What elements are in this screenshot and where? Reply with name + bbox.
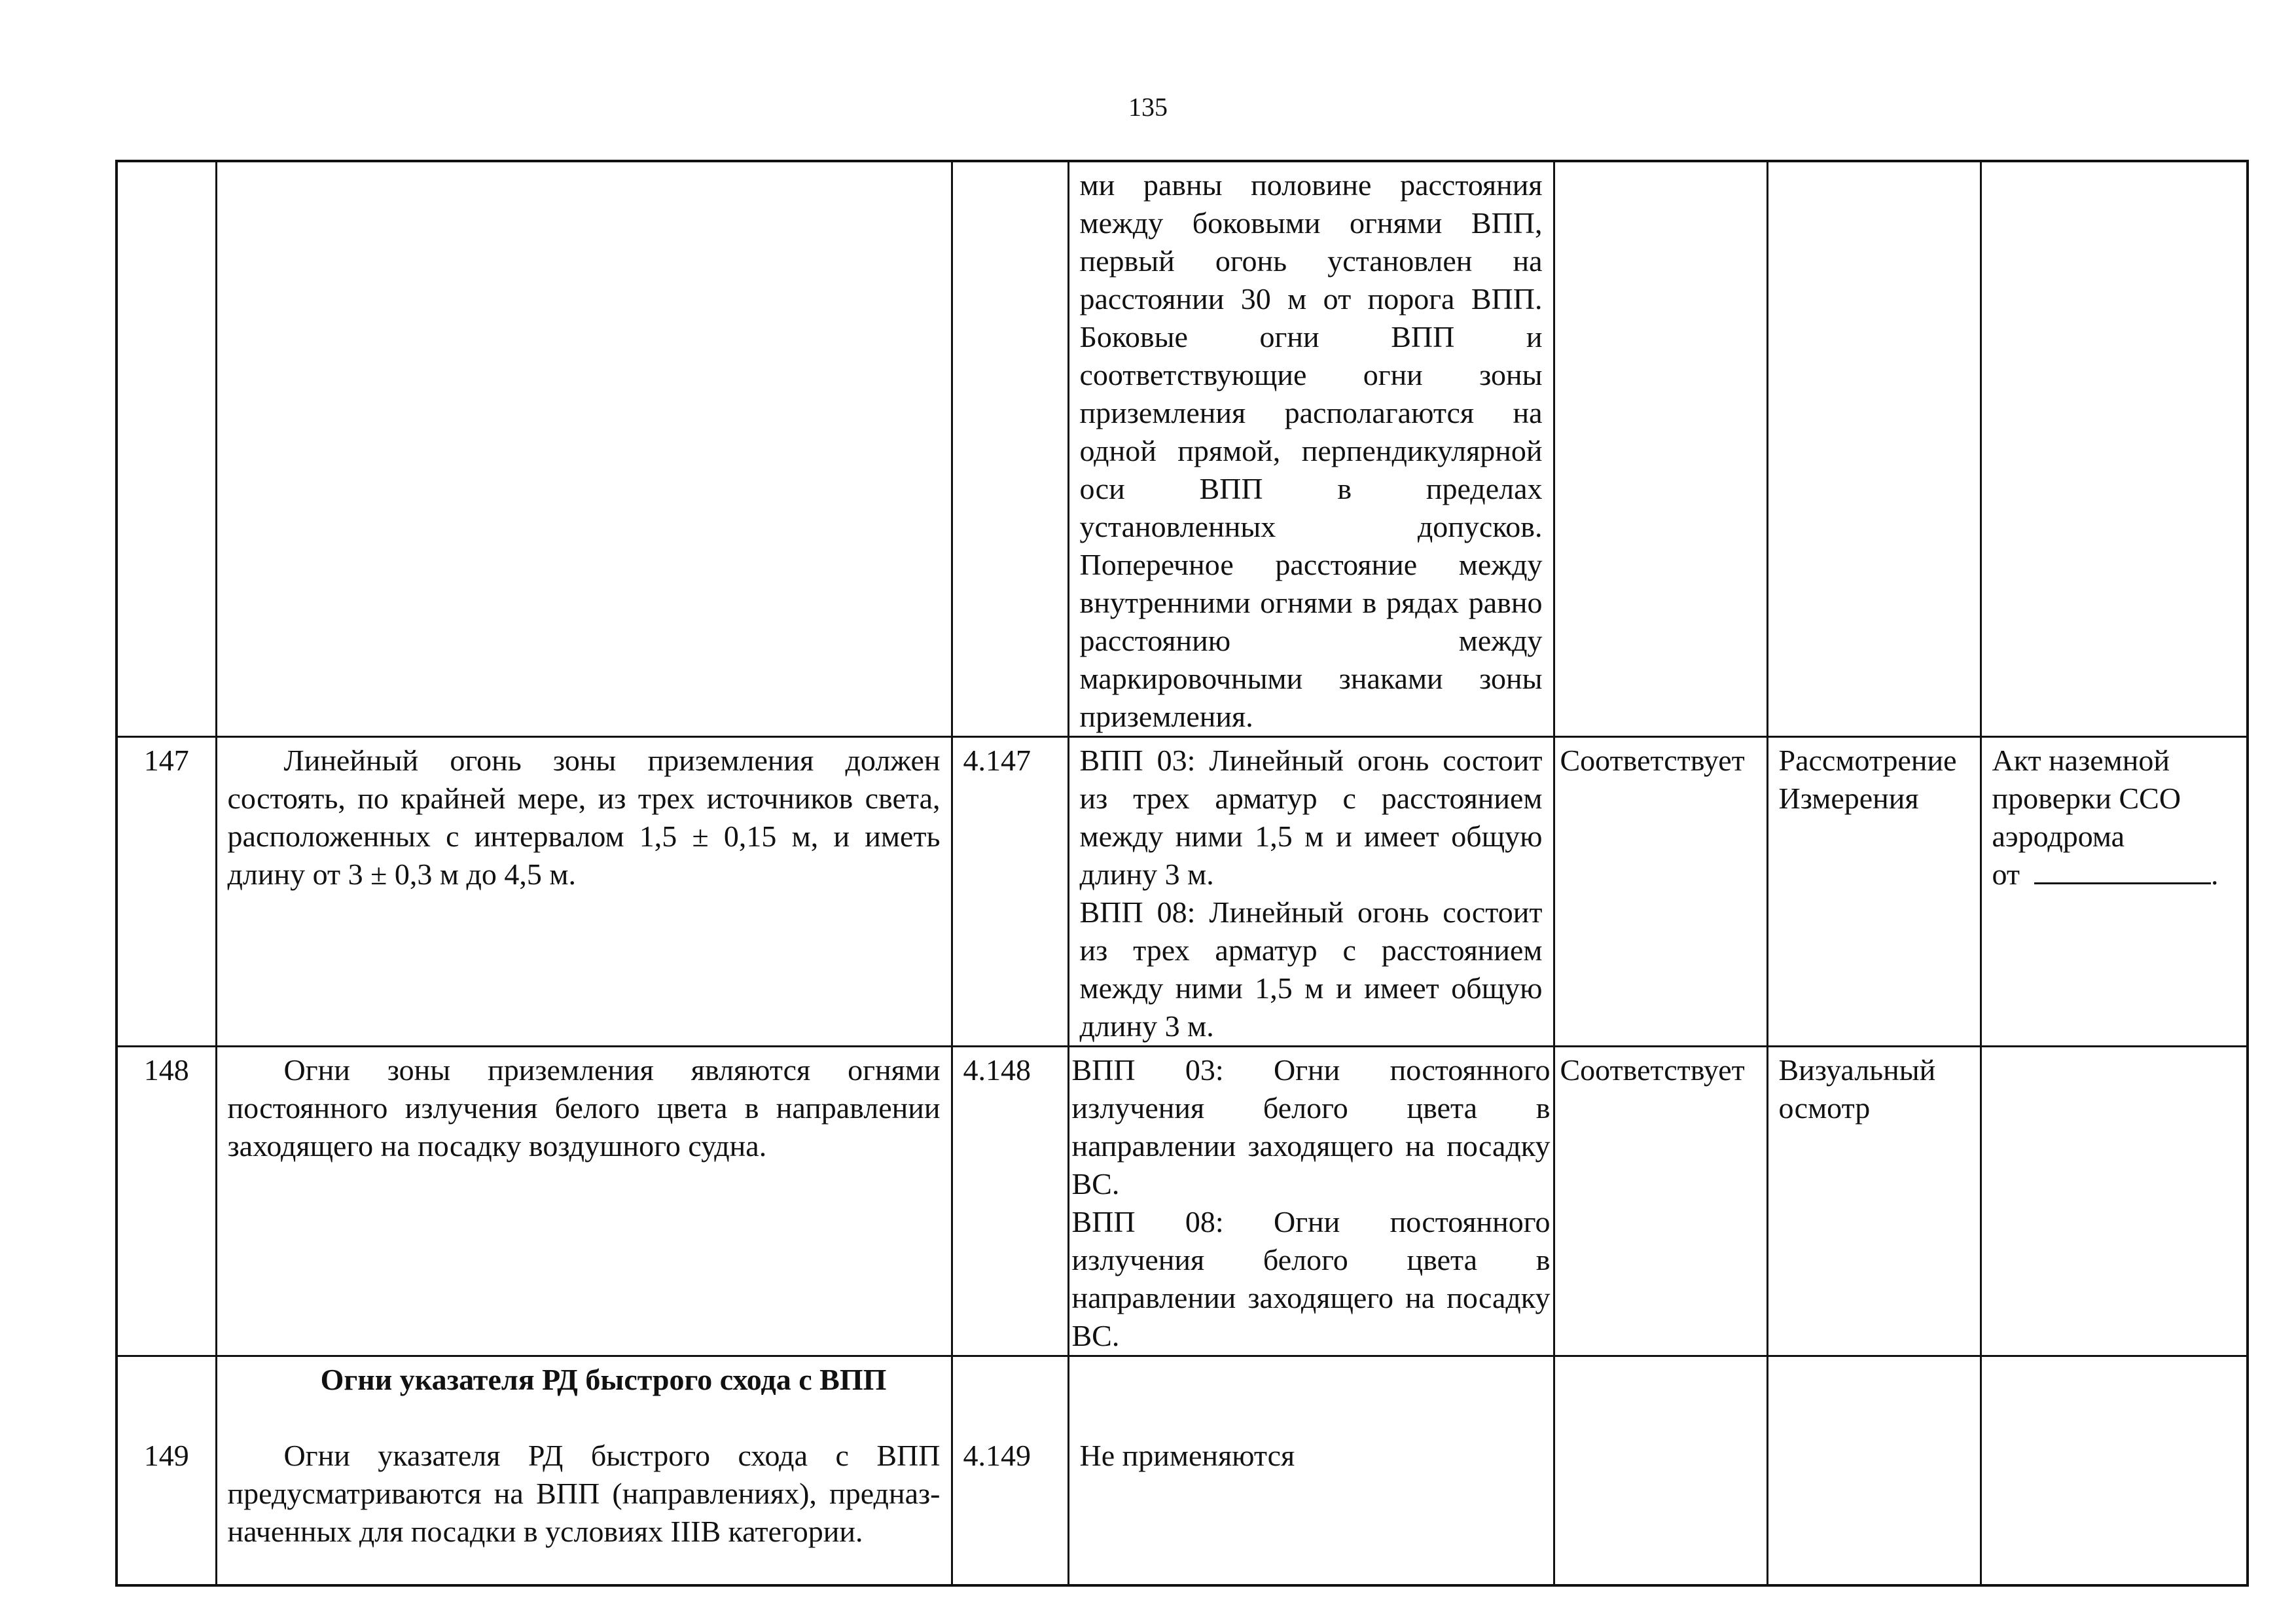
description-runway-03: ВПП 03: Линейный огонь состоит из трех арматур с расстоянием между ними 1,5 м и имеет общую длину 3 м. bbox=[1079, 744, 1543, 891]
table-row bbox=[117, 1356, 2248, 1585]
reference-cell: 4.147 bbox=[952, 737, 1068, 1047]
requirement-text: Огни указателя РД быстрого схода с ВПП предусматриваются на ВПП (направлениях), предназ-наченных для посадки в условиях IIIB категории. bbox=[227, 1439, 941, 1548]
reference-text: 4.149 bbox=[963, 1439, 1031, 1472]
document-cell bbox=[1981, 1047, 2248, 1356]
requirement-cell bbox=[216, 737, 952, 1047]
description-cell: ми равны половине расстояния между боковыми огнями ВПП, первый огонь установлен на расстоянии 30 м от порога ВПП. Боковые огни ВПП и соответствующие огни зоны приземления располагаются на одной прямой, перпендикулярной оси ВПП в пределах установленных допусков. Поперечное расстояние между внутренними огнями в рядах равно расстоянию между маркировочными знаками зоны приземления. bbox=[1068, 161, 1554, 737]
row-number bbox=[117, 1356, 216, 1585]
status-cell: Соответствует bbox=[1554, 1047, 1767, 1356]
date-blank-field bbox=[2034, 856, 2211, 884]
requirement-cell bbox=[216, 161, 952, 737]
description-runway-08: ВПП 08: Линейный огонь состоит из трех арматур с расстоянием между ними 1,5 м и имеет общую длину 3 м. bbox=[1079, 895, 1543, 1043]
requirement-cell bbox=[216, 1356, 952, 1585]
document-end-mark: . bbox=[2211, 857, 2219, 891]
reference-cell: 4.148 bbox=[952, 1047, 1068, 1356]
status-cell bbox=[1554, 161, 1767, 737]
description-runway-03: ВПП 03: Огни постоянного излучения белого цвета в направлении заходящего на посадку ВС. bbox=[1071, 1053, 1551, 1200]
row-number-text: 149 bbox=[143, 1439, 189, 1472]
requirements-table bbox=[115, 160, 2249, 1587]
document-from-label: от bbox=[1992, 857, 2020, 891]
row-number bbox=[117, 161, 216, 737]
status-cell bbox=[1554, 1356, 1767, 1585]
description-runway-08: ВПП 08: Огни постоянного излучения белого цвета в направлении заходящего на посадку ВС. bbox=[1071, 1205, 1551, 1352]
table-row bbox=[117, 1047, 2248, 1356]
table-row bbox=[117, 737, 2248, 1047]
document-cell bbox=[1981, 1356, 2248, 1585]
reference-cell bbox=[952, 1356, 1068, 1585]
reference-cell bbox=[952, 161, 1068, 737]
document-cell bbox=[1981, 161, 2248, 737]
method-measurement: Измерения bbox=[1778, 782, 1919, 815]
page-number: 135 bbox=[1128, 92, 1168, 122]
table-row bbox=[117, 161, 2248, 737]
document-cell bbox=[1981, 737, 2248, 1047]
method-cell bbox=[1767, 1356, 1981, 1585]
status-cell: Соответствует bbox=[1554, 737, 1767, 1047]
row-number: 147 bbox=[117, 737, 216, 1047]
requirement-cell bbox=[216, 1047, 952, 1356]
method-cell: Визуальный осмотр bbox=[1767, 1047, 1981, 1356]
requirement-text: Линейный огонь зоны приземления должен состоять, по крайней мере, из трех источников света, расположенных с интервалом 1,5 ± 0,15 м, и иметь длину от 3 ± 0,3 м до 4,5 м. bbox=[227, 744, 941, 891]
description-text: Не применяются bbox=[1079, 1439, 1295, 1472]
document-date-line bbox=[1992, 856, 2236, 893]
description-cell bbox=[1068, 1047, 1554, 1356]
method-cell bbox=[1767, 737, 1981, 1047]
requirement-text: Огни зоны приземления являются огнями постоянного излучения белого цвета в направлении заходящего на посадку воздушного судна. bbox=[227, 1053, 941, 1163]
section-heading: Огни указателя РД быстрого схода с ВПП bbox=[320, 1363, 887, 1396]
row-number: 148 bbox=[117, 1047, 216, 1356]
description-cell bbox=[1068, 1356, 1554, 1585]
document-text: Акт наземной проверки ССО аэродрома bbox=[1992, 744, 2181, 853]
description-cell bbox=[1068, 737, 1554, 1047]
method-cell bbox=[1767, 161, 1981, 737]
method-review: Рассмотрение bbox=[1778, 744, 1957, 777]
